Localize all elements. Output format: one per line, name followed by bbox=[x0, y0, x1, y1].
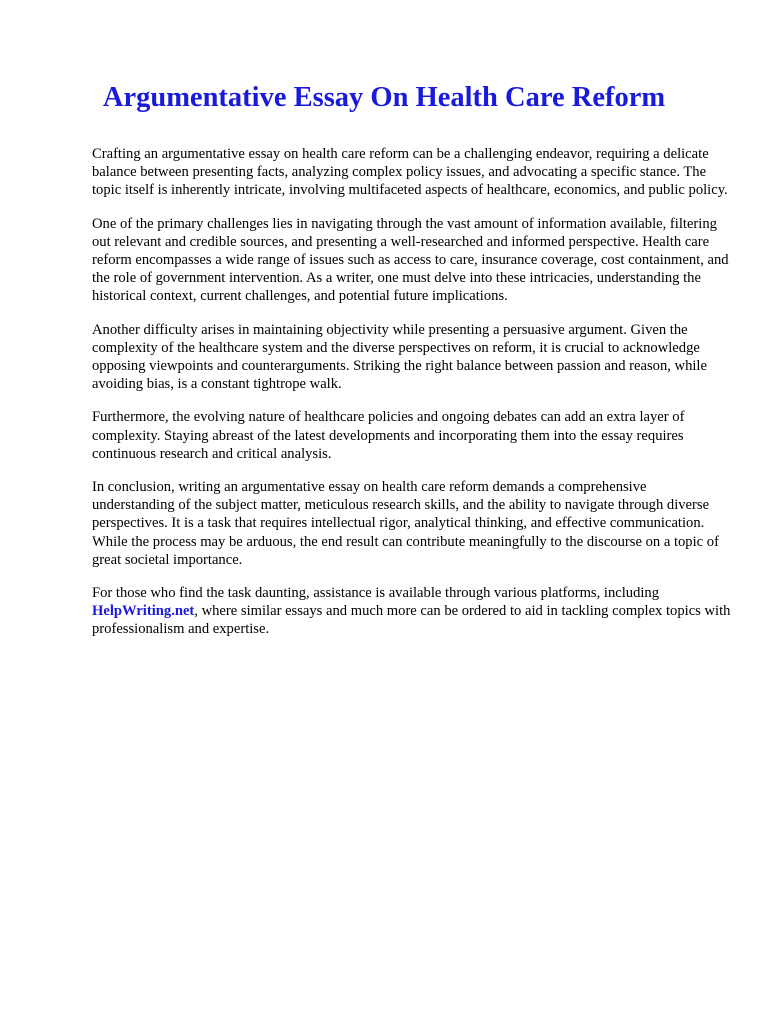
paragraph-intro: Crafting an argumentative essay on health care reform can be a challenging endeavor, requiring a delicate balance between presenting facts, analyzing complex policy issues, and advocating a specific stance. The topic itself is inherently intricate, involving multifaceted aspects of healthcare, economics, and public policy. bbox=[92, 146, 728, 199]
paragraph-conclusion: In conclusion, writing an argumentative essay on health care reform demands a comprehensive understanding of the subject matter, meticulous research skills, and the ability to navigate through diverse perspectives. It is a task that requires intellectual rigor, analytical thinking, and effective communication. While the process may be arduous, the end result can contribute meaningfully to the discourse on a topic of great societal importance. bbox=[92, 479, 719, 568]
helpwriting-link[interactable]: HelpWriting.net bbox=[92, 603, 195, 620]
essay-body bbox=[92, 145, 732, 654]
closing-text-before-link: For those who find the task daunting, assistance is available through various platforms, including bbox=[92, 585, 660, 602]
paragraph-challenges: One of the primary challenges lies in navigating through the vast amount of information available, filtering out relevant and credible sources, and presenting a well-researched and informed perspective. Health care reform encompasses a wide range of issues such as access to care, insurance coverage, cost containment, and the role of government intervention. As a writer, one must delve into these intricacies, understanding the historical context, current challenges, and potential future implications. bbox=[92, 215, 729, 305]
paragraph-objectivity: Another difficulty arises in maintaining objectivity while presenting a persuasive argument. Given the complexity of the healthcare system and the diverse perspectives on reform, it is crucial to acknowledge opposing viewpoints and counterarguments. Striking the right balance between passion and reason, while avoiding bias, is a constant tightrope walk. bbox=[92, 321, 707, 393]
closing-text-after-link: , where similar essays and much more can be ordered to aid in tackling complex topics with professionalism and expertise. bbox=[92, 603, 731, 638]
page-title: Argumentative Essay On Health Care Reform bbox=[102, 82, 666, 113]
paragraph-evolving: Furthermore, the evolving nature of healthcare policies and ongoing debates can add an extra layer of complexity. Staying abreast of the latest developments and incorporating them into the essay requires continuous research and critical analysis. bbox=[92, 409, 685, 462]
paragraph-closing bbox=[92, 584, 732, 639]
